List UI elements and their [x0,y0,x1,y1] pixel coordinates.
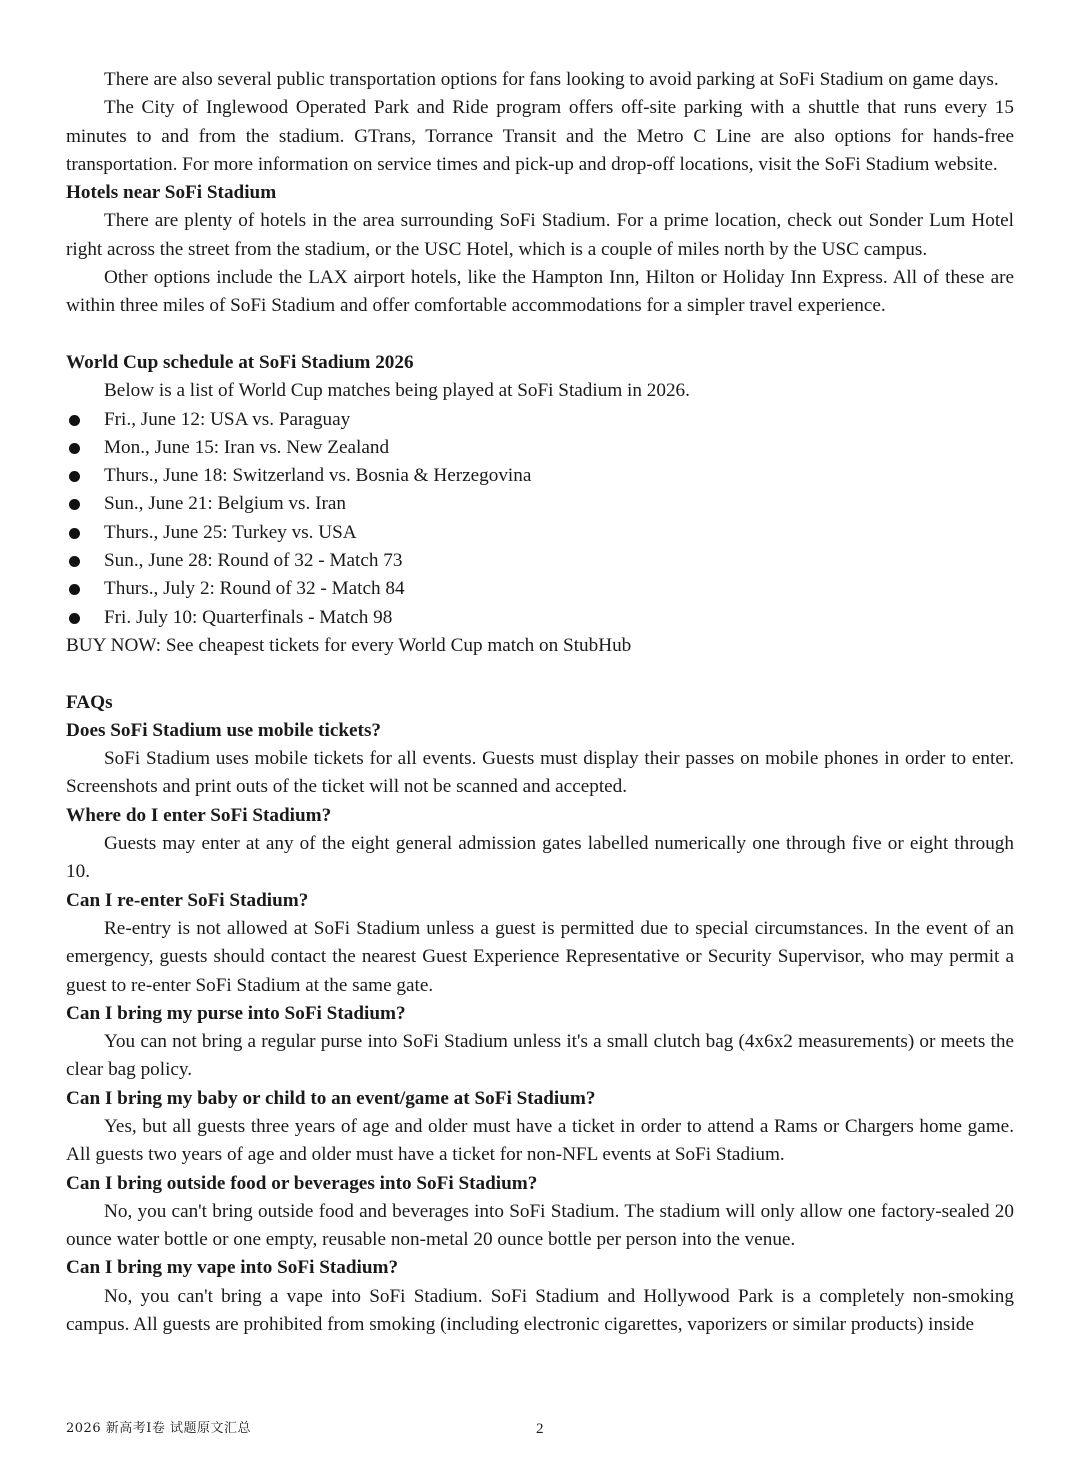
hotels-paragraph-1: There are plenty of hotels in the area surrounding SoFi Stadium. For a prime location, check out Sonder Lum Hotel right across the street from the stadium, or the USC Hotel, which is a couple of miles north by the USC campus. [66,210,1014,260]
faqs-heading: FAQs [66,691,113,713]
bullet-icon [69,415,80,426]
transport-paragraph-1: There are also several public transportation options for fans looking to avoid parking at SoFi Stadium on game days. [104,69,999,90]
list-item [66,604,1014,632]
match-text: Sun., June 21: Belgium vs. Iran [104,493,346,515]
faq-answer: SoFi Stadium uses mobile tickets for all events. Guests must display their passes on mobile phones in order to enter. Screenshots and print outs of the ticket will not be scanned and accepted. [66,748,1014,798]
match-text: Thurs., June 18: Switzerland vs. Bosnia & Herzegovina [104,465,532,487]
bullet-icon [69,499,80,510]
schedule-heading: World Cup schedule at SoFi Stadium 2026 [66,351,414,373]
faq-answer: You can not bring a regular purse into SoFi Stadium unless it's a small clutch bag (4x6x2 measurements) or meets the clear bag policy. [66,1031,1014,1081]
bullet-icon [69,613,80,624]
bullet-icon [69,556,80,567]
faq-question: Can I bring my baby or child to an event/game at SoFi Stadium? [66,1087,596,1109]
section-spacer [66,321,1014,349]
match-text: Mon., June 15: Iran vs. New Zealand [104,436,390,458]
list-item [66,406,1014,434]
match-list [66,406,1014,632]
match-text: Fri., June 12: USA vs. Paraguay [104,408,351,430]
transport-paragraph-2: The City of Inglewood Operated Park and Ride program offers off-site parking with a shuttle that runs every 15 minutes to and from the stadium. GTrans, Torrance Transit and the Metro C Line are also options for hands-free transportation. For more information on service times and pick-up and drop-off locations, visit the SoFi Stadium website. [66,97,1014,175]
section-spacer [66,660,1014,688]
faq-question: Can I bring outside food or beverages into SoFi Stadium? [66,1172,538,1194]
buy-now-line: BUY NOW: See cheapest tickets for every World Cup match on StubHub [66,634,632,656]
faq-question: Can I bring my vape into SoFi Stadium? [66,1257,399,1279]
faq-answer: Yes, but all guests three years of age and older must have a ticket in order to attend a Rams or Chargers home game. All guests two years of age and older must have a ticket for non-NFL events at SoFi Stadium. [66,1115,1014,1166]
match-text: Thurs., July 2: Round of 32 - Match 84 [104,578,405,600]
document-page [66,66,1014,1339]
faq-question: Where do I enter SoFi Stadium? [66,804,332,826]
match-text: Thurs., June 25: Turkey vs. USA [104,521,357,543]
hotels-heading: Hotels near SoFi Stadium [66,182,277,204]
hotels-paragraph-2: Other options include the LAX airport hotels, like the Hampton Inn, Hilton or Holiday Inn Express. All of these are within three miles of SoFi Stadium and offer comfortable accommodations for a simpler travel experience. [66,267,1014,317]
list-item [66,547,1014,575]
list-item [66,519,1014,547]
bullet-icon [69,443,80,454]
match-text: Fri. July 10: Quarterfinals - Match 98 [104,606,393,628]
faq-answer: Re-entry is not allowed at SoFi Stadium unless a guest is permitted due to special circumstances. In the event of an emergency, guests should contact the nearest Guest Experience Representative or Security Supervisor, who may permit a guest to re-enter SoFi Stadium at the same gate. [66,917,1014,996]
page-footer [66,1418,1014,1440]
list-item [66,490,1014,518]
bullet-icon [69,584,80,595]
bullet-icon [69,471,80,482]
page-number: 2 [536,1421,544,1437]
faq-question: Can I re-enter SoFi Stadium? [66,889,309,911]
list-item [66,575,1014,603]
schedule-intro: Below is a list of World Cup matches being played at SoFi Stadium in 2026. [104,380,690,402]
list-item [66,462,1014,490]
footer-source-label: 2026 新高考I卷 试题原文汇总 [66,1421,251,1436]
list-item [66,434,1014,462]
bullet-icon [69,528,80,539]
faq-answer: Guests may enter at any of the eight general admission gates labelled numerically one through five or eight through 10. [66,833,1014,883]
faq-question: Does SoFi Stadium use mobile tickets? [66,719,382,741]
faq-answer: No, you can't bring a vape into SoFi Stadium. SoFi Stadium and Hollywood Park is a completely non-smoking campus. All guests are prohibited from smoking (including electronic cigarettes, vaporizers or similar products) inside [66,1285,1014,1336]
match-text: Sun., June 28: Round of 32 - Match 73 [104,550,403,572]
faq-question: Can I bring my purse into SoFi Stadium? [66,1002,406,1024]
faq-answer: No, you can't bring outside food and beverages into SoFi Stadium. The stadium will only allow one factory-sealed 20 ounce water bottle or one empty, reusable non-metal 20 ounce bottle per person into the venue. [66,1200,1014,1251]
